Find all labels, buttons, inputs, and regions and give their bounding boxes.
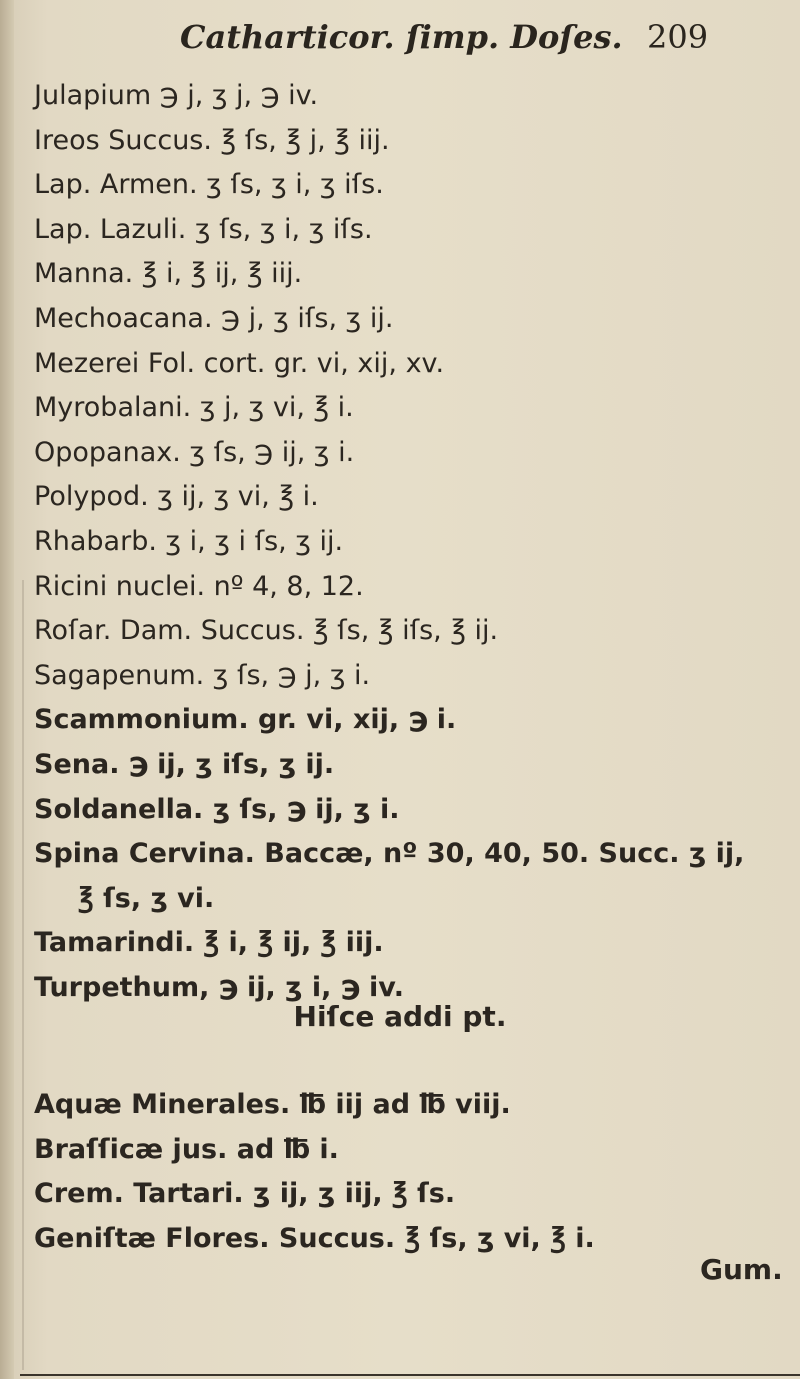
list-item: Braſſicæ jus. ad ℔ i. [34, 1133, 339, 1165]
running-head: Catharticor. ſimp. Doſes. [180, 18, 623, 56]
list-item-continuation: ℥ ſs, ʒ vi. [78, 882, 215, 914]
list-item: Turpethum, ℈ ij, ʒ i, ℈ iv. [34, 971, 404, 1003]
list-item: Sagapenum. ʒ ſs, ℈ j, ʒ i. [34, 659, 371, 691]
list-item: Sena. ℈ ij, ʒ iſs, ʒ ij. [34, 748, 335, 780]
list-item: Polypod. ʒ ij, ʒ vi, ℥ i. [34, 481, 319, 513]
list-item: Ireos Succus. ℥ ſs, ℥ j, ℥ iij. [34, 124, 390, 156]
list-item: Spina Cervina. Baccæ, nº 30, 40, 50. Succ. ʒ ij, [34, 838, 745, 870]
page-edge-line [20, 1374, 800, 1376]
list-item: Geniſtæ Flores. Succus. ℥ ſs, ʒ vi, ℥ i. [34, 1222, 595, 1254]
list-item: Opopanax. ʒ ſs, ℈ ij, ʒ i. [34, 436, 355, 468]
dose-list [34, 74, 794, 1010]
list-item: Mechoacana. ℈ j, ʒ iſs, ʒ ij. [34, 302, 394, 334]
list-item: Roſar. Dam. Succus. ℥ ſs, ℥ iſs, ℥ ij. [34, 615, 499, 647]
list-item: Manna. ℥ i, ℥ ij, ℥ iij. [34, 258, 303, 290]
list-item: Crem. Tartari. ʒ ij, ʒ iij, ℥ ſs. [34, 1178, 456, 1209]
list-item: Rhabarb. ʒ i, ʒ i ſs, ʒ ij. [34, 525, 344, 557]
list-item: Scammonium. gr. vi, xij, ℈ i. [34, 704, 457, 736]
section-heading: Hiſce addi pt. [293, 1000, 507, 1033]
page-number: 209 [647, 18, 709, 56]
catchword: Gum. [700, 1253, 783, 1286]
list-item: Ricini nuclei. nº 4, 8, 12. [34, 570, 364, 602]
page-gutter [0, 0, 14, 1379]
additions-list [34, 1083, 794, 1261]
list-item: Mezerei Fol. cort. gr. vi, xij, xv. [34, 347, 445, 379]
list-item: Julapium ℈ j, ʒ j, ℈ iv. [34, 80, 319, 111]
list-item: Tamarindi. ℥ i, ℥ ij, ℥ iij. [34, 927, 384, 959]
list-item: Aquæ Minerales. ℔ iij ad ℔ viij. [34, 1089, 511, 1120]
list-item: Soldanella. ʒ ſs, ℈ ij, ʒ i. [34, 793, 400, 825]
list-item: Lap. Armen. ʒ ſs, ʒ i, ʒ iſs. [34, 169, 384, 201]
list-item: Lap. Lazuli. ʒ ſs, ʒ i, ʒ iſs. [34, 213, 373, 245]
margin-rule [22, 580, 24, 1370]
list-item: Myrobalani. ʒ j, ʒ vi, ℥ i. [34, 392, 354, 424]
